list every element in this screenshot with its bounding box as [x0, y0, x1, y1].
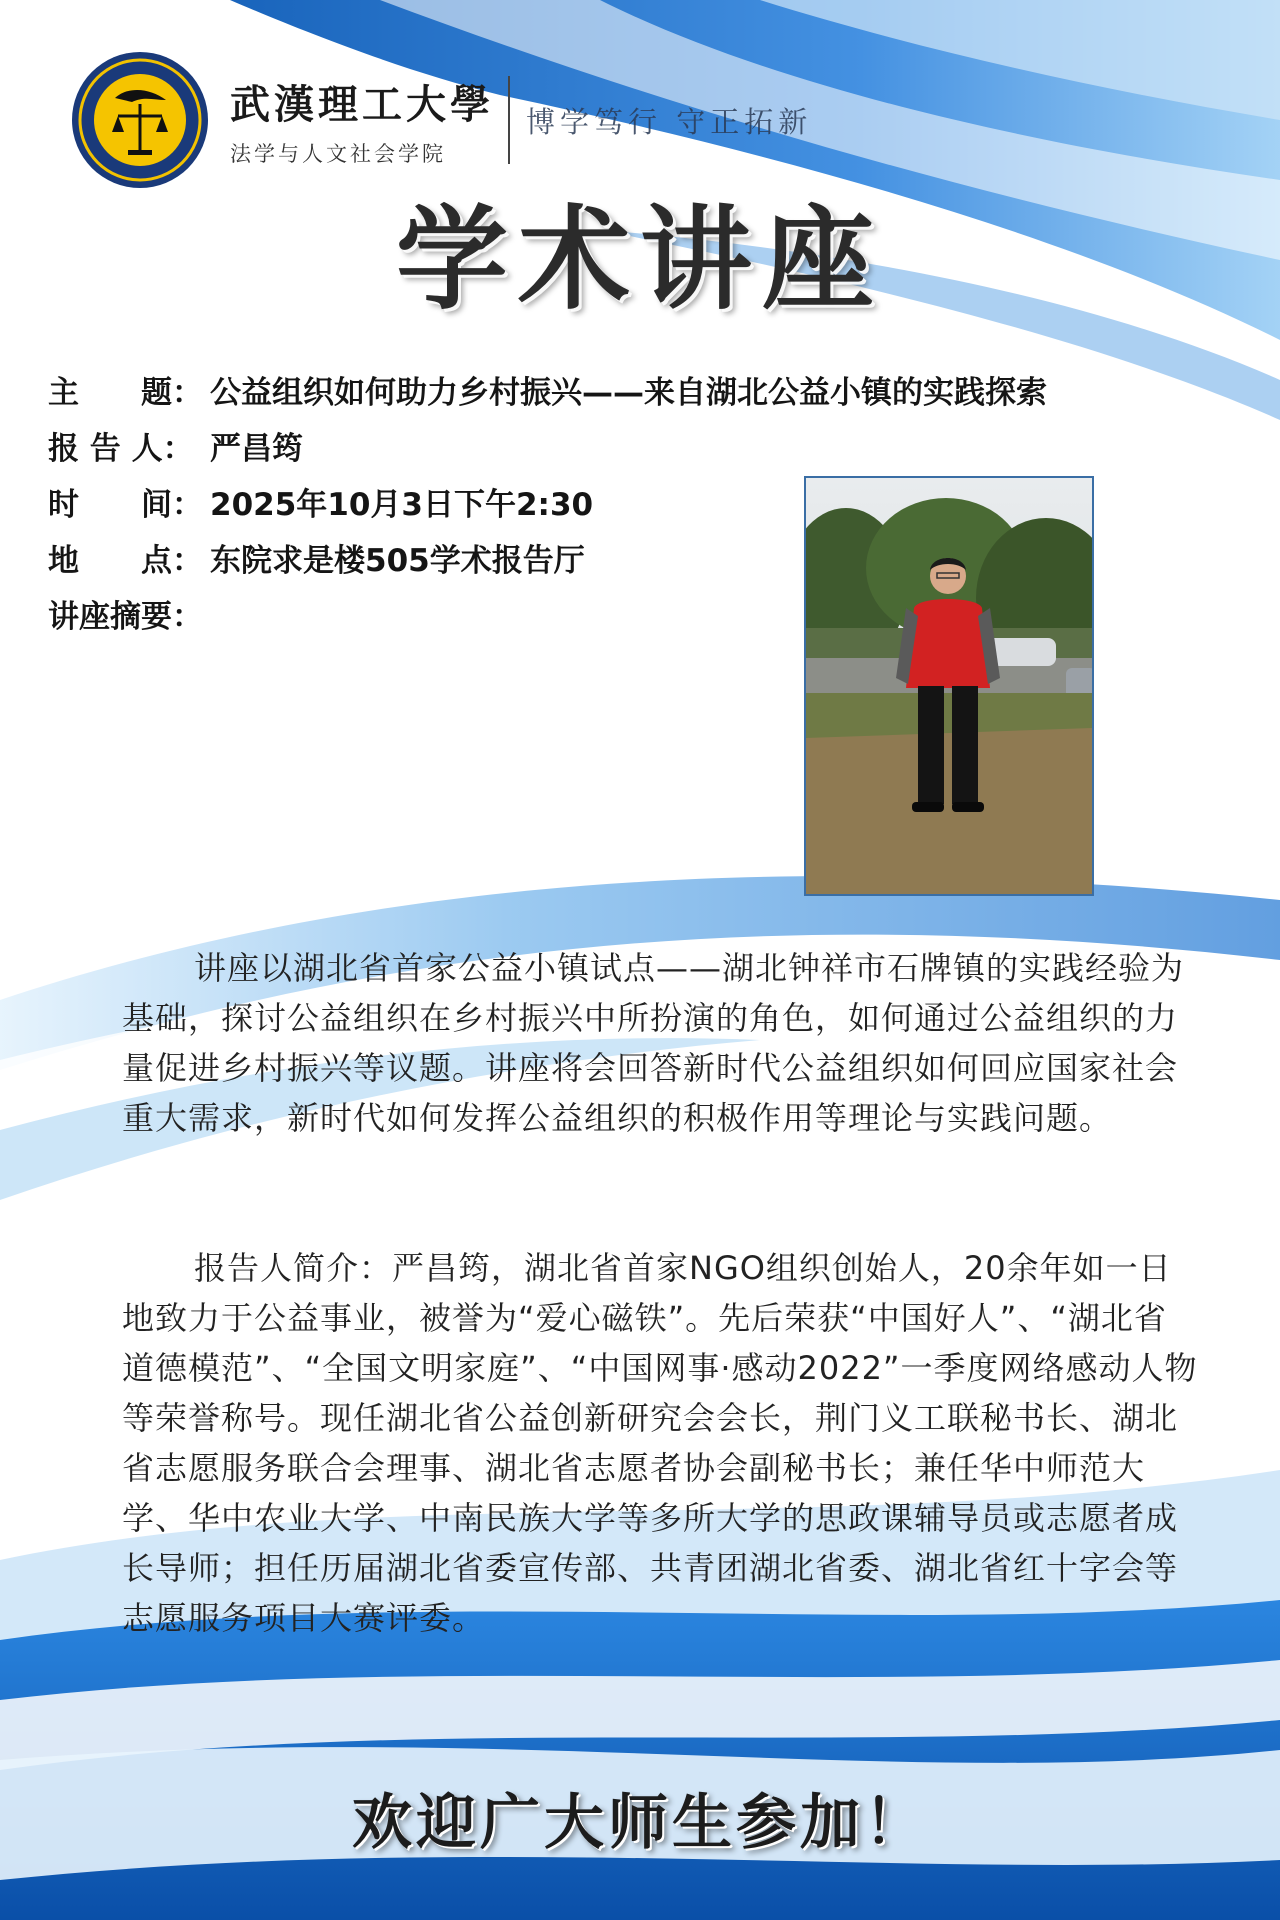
info-row-topic — [48, 365, 1258, 421]
speaker-photo — [804, 476, 1094, 896]
welcome-footer: 欢迎广大师生参加！ — [352, 1788, 928, 1858]
lecture-abstract: 讲座以湖北省首家公益小镇试点——湖北钟祥市石牌镇的实践经验为基础，探讨公益组织在乡村振兴中所扮演的角色，如何通过公益组织的力量促进乡村振兴等议题。讲座将会回答新时代公益组织如何回应国家社会重大需求，新时代如何发挥公益组织的积极作用等理论与实践问题。 — [122, 949, 1185, 1137]
college-name: 法学与人文社会学院 — [230, 141, 446, 166]
info-label: 时 间： — [48, 487, 203, 523]
university-emblem-icon — [70, 50, 210, 190]
speaker-bio: 报告人简介：严昌筠，湖北省首家NGO组织创始人，20余年如一日地致力于公益事业，被誉为“爱心磁铁”。先后荣获“中国好人”、“湖北省道德模范”、“全国文明家庭”、“中国网事·感动2022”一季度网络感动人物等荣誉称号。现任湖北省公益创新研究会会长，荆门义工联秘书长、湖北省志愿服务联合会理事、湖北省志愿者协会副秘书长；兼任华中师范大学、华中农业大学、中南民族大学等多所大学的思政课辅导员或志愿者成长导师；担任历届湖北省委宣传部、共青团湖北省委、湖北省红十字会等志愿服务项目大赛评委。 — [122, 1249, 1198, 1637]
info-label: 地 点： — [48, 543, 203, 579]
poster-title: 学术讲座 — [396, 195, 884, 325]
university-name: 武漢理工大學 — [230, 80, 494, 128]
info-label: 报 告 人： — [48, 431, 194, 467]
header-divider — [508, 76, 510, 164]
info-row-speaker — [48, 421, 1258, 477]
info-value: 公益组织如何助力乡村振兴——来自湖北公益小镇的实践探索 — [210, 375, 1047, 411]
university-motto: 博学笃行 守正拓新 — [526, 104, 813, 139]
info-label: 讲座摘要： — [48, 599, 203, 635]
info-value: 严昌筠 — [210, 431, 303, 467]
info-value: 2025年10月3日下午2:30 — [210, 487, 594, 523]
info-value: 东院求是楼505学术报告厅 — [210, 543, 585, 579]
info-label: 主 题： — [48, 375, 203, 411]
